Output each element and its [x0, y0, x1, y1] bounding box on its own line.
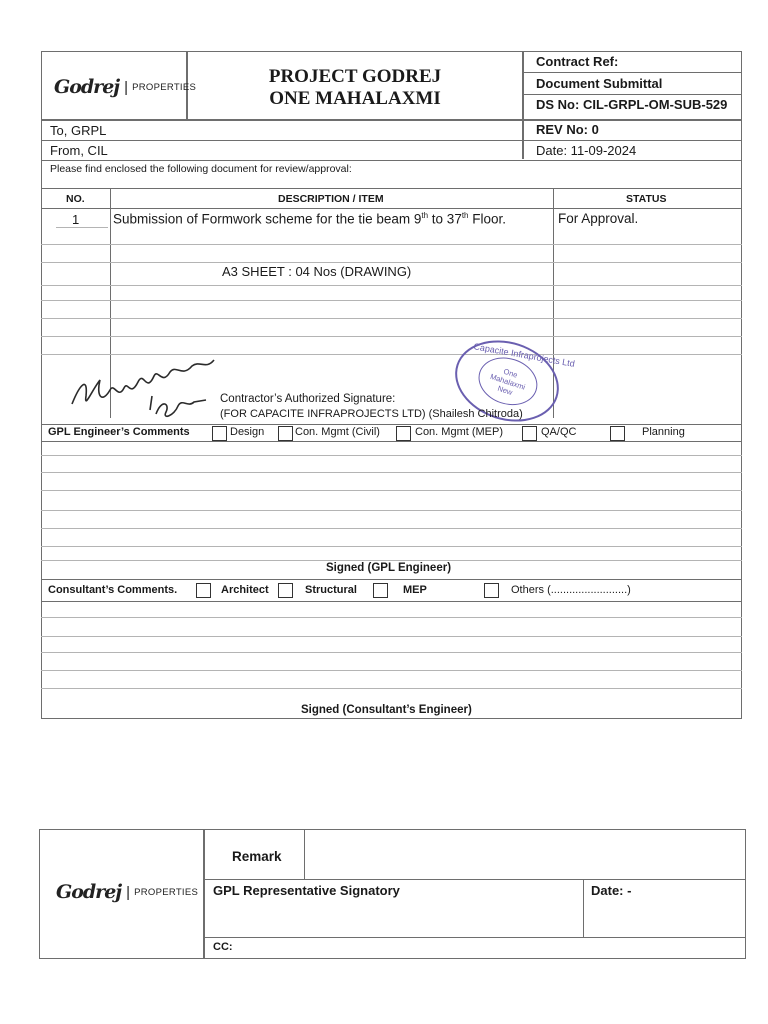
option-con-mgmt-mep: Con. Mgmt (MEP) [415, 426, 504, 438]
option-con-mgmt-civil: Con. Mgmt (Civil) [295, 426, 380, 438]
contractor-signature [66, 350, 226, 424]
contract-ref-label: Contract Ref: [536, 54, 619, 69]
checkbox-design[interactable] [212, 426, 227, 441]
checkbox-con-mgmt-civil[interactable] [278, 426, 293, 441]
option-qa-qc: QA/QC [541, 426, 577, 438]
option-mep: MEP [403, 584, 427, 596]
option-planning: Planning [642, 426, 685, 438]
date-field: Date: 11-09-2024 [536, 143, 637, 158]
from-field: From, CIL [50, 143, 108, 158]
checkbox-structural[interactable] [278, 583, 293, 598]
gpl-representative-label: GPL Representative Signatory [213, 883, 400, 898]
rev-number: REV No: 0 [536, 122, 599, 137]
option-structural: Structural [305, 584, 357, 596]
contractor-company: (FOR CAPACITE INFRAPROJECTS LTD) (Shailesh Chitroda) [220, 408, 523, 420]
option-others: Others (.........................) [511, 584, 631, 596]
column-header-no: NO. [66, 193, 85, 205]
item-description: Submission of Formwork scheme for the tie beam 9th to 37th Floor. [113, 211, 507, 227]
consultant-signed-label: Signed (Consultant’s Engineer) [301, 704, 472, 716]
to-field: To, GRPL [50, 123, 107, 138]
intro-text: Please find enclosed the following document for review/approval: [50, 163, 352, 175]
cc-label: CC: [213, 941, 233, 953]
option-design: Design [230, 426, 265, 438]
checkbox-architect[interactable] [196, 583, 211, 598]
sheet-note: A3 SHEET : 04 Nos (DRAWING) [222, 264, 412, 279]
gpl-signed-label: Signed (GPL Engineer) [326, 562, 452, 574]
footer-date-label: Date: - [591, 883, 632, 898]
option-architect: Architect [221, 584, 269, 596]
document-type: Document Submittal [536, 76, 663, 91]
column-header-status: STATUS [626, 193, 667, 205]
contractor-signature-label: Contractor’s Authorized Signature: [220, 393, 396, 405]
checkbox-planning[interactable] [610, 426, 625, 441]
ds-number: DS No: CIL-GRPL-OM-SUB-529 [536, 97, 728, 112]
footer-godrej-script-logo: Godrej [56, 881, 122, 903]
column-header-description: DESCRIPTION / ITEM [278, 193, 384, 205]
godrej-properties-logo: Godrej | PROPERTIES [54, 76, 197, 98]
checkbox-qa-qc[interactable] [522, 426, 537, 441]
project-title: PROJECT GODREJ [268, 66, 442, 87]
godrej-script-logo: Godrej [54, 76, 120, 98]
remark-label: Remark [232, 849, 282, 864]
checkbox-others[interactable] [484, 583, 499, 598]
checkbox-con-mgmt-mep[interactable] [396, 426, 411, 441]
item-number: 1 [72, 212, 80, 227]
footer-godrej-properties-logo: Godrej | PROPERTIES [56, 881, 199, 903]
stamp-inner-text: One Mahalaxmi New [489, 366, 527, 397]
item-status: For Approval. [558, 211, 639, 226]
stamp-text: Capacite Infraprojects Ltd [472, 341, 576, 369]
consultant-comments-label: Consultant’s Comments. [48, 584, 178, 596]
gpl-comments-label: GPL Engineer’s Comments [48, 426, 190, 438]
project-subtitle: ONE MAHALAXMI [269, 88, 441, 109]
checkbox-mep[interactable] [373, 583, 388, 598]
